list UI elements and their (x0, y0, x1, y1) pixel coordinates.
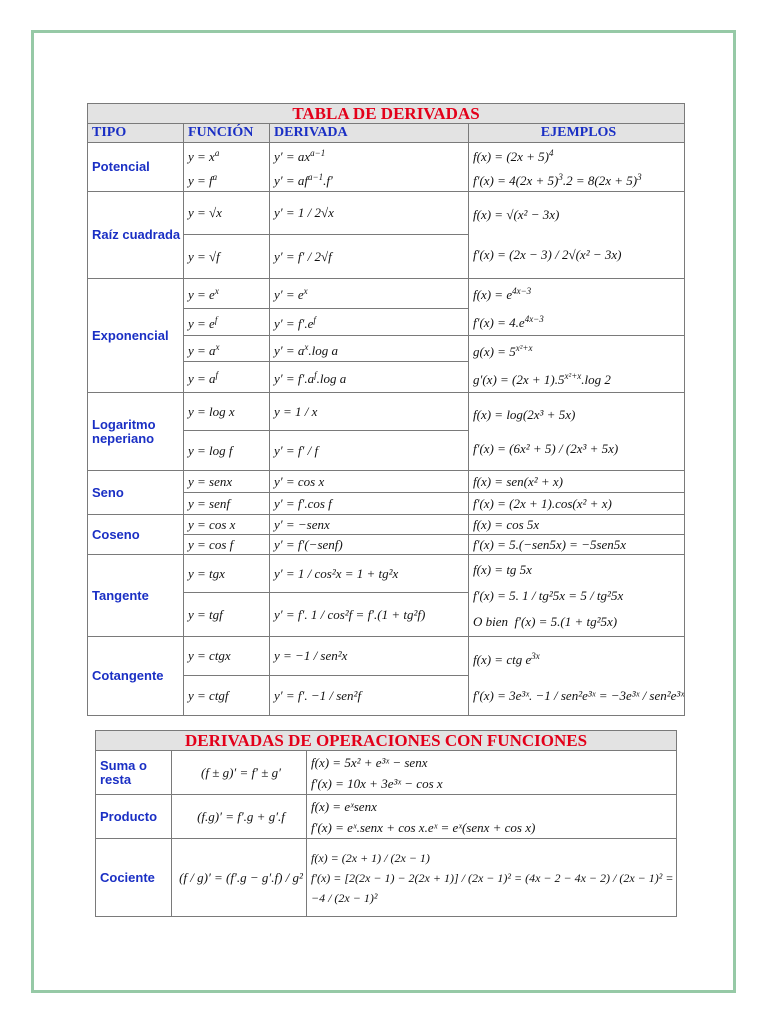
example-cell: f(x) = eˣsenx f′(x) = eˣ.senx + cos x.eˣ = eˣ(senx + cos x) (307, 795, 677, 839)
table-row (88, 637, 685, 676)
tipo-coseno: Coseno (88, 515, 184, 555)
example-cell: f′(x) = 5.(−sen5x) = −5sen5x (469, 535, 685, 555)
function-cell: y = ctgf (184, 676, 270, 716)
derivative-cell: y′ = f′(−senf) (270, 535, 469, 555)
header-ejemplos: EJEMPLOS (469, 124, 685, 143)
example-cell: $f(x) = (2x + 5)^4$ $f'(x) = 4(2x + 5)^3.2 = 8(2x + 5)^3$ (469, 143, 685, 192)
derivative-cell: y = −1 / sen²x (270, 637, 469, 676)
derivative-cell: y′ = 1 / 2√x (270, 192, 469, 235)
derivative-cell: y′ = 1 / cos²x = 1 + tg²x (270, 555, 469, 593)
formula-cell: (f ± g)′ = f′ ± g′ (172, 751, 307, 795)
function-cell: y = senx (184, 471, 270, 493)
table-row (88, 192, 685, 235)
example-cell: f(x) = tg 5x f′(x) = 5. 1 / tg²5x = 5 / tg²5x O bien f′(x) = 5.(1 + tg²5x) (469, 555, 685, 637)
tipo-suma: Suma o resta (96, 751, 172, 795)
header-derivada: DERIVADA (270, 124, 469, 143)
example-cell: f(x) = 5x² + e³ˣ − senx f′(x) = 10x + 3e³ˣ − cos x (307, 751, 677, 795)
header-tipo: TIPO (88, 124, 184, 143)
function-cell: $y = e^f$ (184, 308, 270, 335)
function-cell: y = ctgx (184, 637, 270, 676)
derivative-cell: $y' = f'.a^f.\log$ a (270, 362, 469, 393)
derivative-cell: y′ = cos x (270, 471, 469, 493)
derivative-cell: y′ = f′. −1 / sen²f (270, 676, 469, 716)
tipo-tangente: Tangente (88, 555, 184, 637)
tipo-seno: Seno (88, 471, 184, 515)
derivatives-table-title: TABLA DE DERIVADAS (88, 104, 685, 124)
tipo-cociente: Cociente (96, 839, 172, 917)
table-row (88, 393, 685, 431)
function-cell: y = log f (184, 431, 270, 471)
derivative-cell: y′ = f′. 1 / cos²f = f′.(1 + tg²f) (270, 593, 469, 637)
tipo-exponencial: Exponencial (88, 279, 184, 393)
example-cell: f(x) = cos 5x (469, 515, 685, 535)
header-funcion: FUNCIÓN (184, 124, 270, 143)
derivative-cell: y′ = f′ / 2√f (270, 235, 469, 279)
derivative-cell: y′ = −senx (270, 515, 469, 535)
derivative-cell: y = 1 / x (270, 393, 469, 431)
table-row (88, 471, 685, 493)
table-row (88, 279, 685, 309)
table-row (88, 555, 685, 593)
table-row (96, 751, 677, 795)
operations-table-title: DERIVADAS DE OPERACIONES CON FUNCIONES (96, 731, 677, 751)
tipo-logaritmo: Logaritmo neperiano (88, 393, 184, 471)
example-cell: f(x) = (2x + 1) / (2x − 1) f′(x) = [2(2x − 1) − 2(2x + 1)] / (2x − 1)² = (4x − 2 − 4x − 2) / (2x − 1)² = −4 / (2x − 1)² (307, 839, 677, 917)
formula-cell: (f / g)′ = (f′.g − g′.f) / g² (172, 839, 307, 917)
example-cell: f′(x) = (2x + 1).cos(x² + x) (469, 493, 685, 515)
table-row (88, 515, 685, 535)
function-cell: y = cos f (184, 535, 270, 555)
example-cell: f(x) = √(x² − 3x) f′(x) = (2x − 3) / 2√(x² − 3x) (469, 192, 685, 279)
function-cell: y = tgx (184, 555, 270, 593)
derivatives-table (87, 103, 685, 716)
example-cell: $f(x) = e^{4x-3}$ $f'(x) = 4.e^{4x-3}$ (469, 279, 685, 336)
example-cell: f(x) = log(2x³ + 5x) f′(x) = (6x² + 5) / (2x³ + 5x) (469, 393, 685, 471)
function-cell: $y = x^a$ $y = f^a$ (184, 143, 270, 192)
table-row (88, 143, 685, 192)
function-cell: y = √x (184, 192, 270, 235)
derivative-cell: $y' = e^x$ (270, 279, 469, 309)
example-cell: f(x) = ctg $e^{3x}$ f′(x) = 3e³ˣ. −1 / sen²e³ˣ = −3e³ˣ / sen²e³ˣ (469, 637, 685, 716)
operations-table (95, 730, 677, 917)
derivative-cell: $y' = f'.e^f$ (270, 308, 469, 335)
function-cell: y = √f (184, 235, 270, 279)
example-cell: $g(x) = 5^{x^2+x}$ $g'(x) = (2x + 1).5^{x^2+x}.\log$ 2 (469, 336, 685, 393)
function-cell: y = tgf (184, 593, 270, 637)
tipo-cotangente: Cotangente (88, 637, 184, 716)
function-cell: $y = a^f$ (184, 362, 270, 393)
example-cell: f(x) = sen(x² + x) (469, 471, 685, 493)
tipo-producto: Producto (96, 795, 172, 839)
derivative-cell: $y' = a^x.\log$ a (270, 336, 469, 362)
table-row (96, 795, 677, 839)
tipo-raiz: Raíz cuadrada (88, 192, 184, 279)
table-row (96, 839, 677, 917)
function-cell: y = cos x (184, 515, 270, 535)
function-cell: $y = a^x$ (184, 336, 270, 362)
function-cell: y = log x (184, 393, 270, 431)
derivative-cell: y′ = f′.cos f (270, 493, 469, 515)
derivative-cell: y′ = f′ / f (270, 431, 469, 471)
function-cell: $y = e^x$ (184, 279, 270, 309)
function-cell: y = senf (184, 493, 270, 515)
tipo-potencial: Potencial (88, 143, 184, 192)
formula-cell: (f.g)′ = f′.g + g′.f (172, 795, 307, 839)
derivative-cell: $y' = ax^{a-1}$ $y' = af^{a-1}.f'$ (270, 143, 469, 192)
